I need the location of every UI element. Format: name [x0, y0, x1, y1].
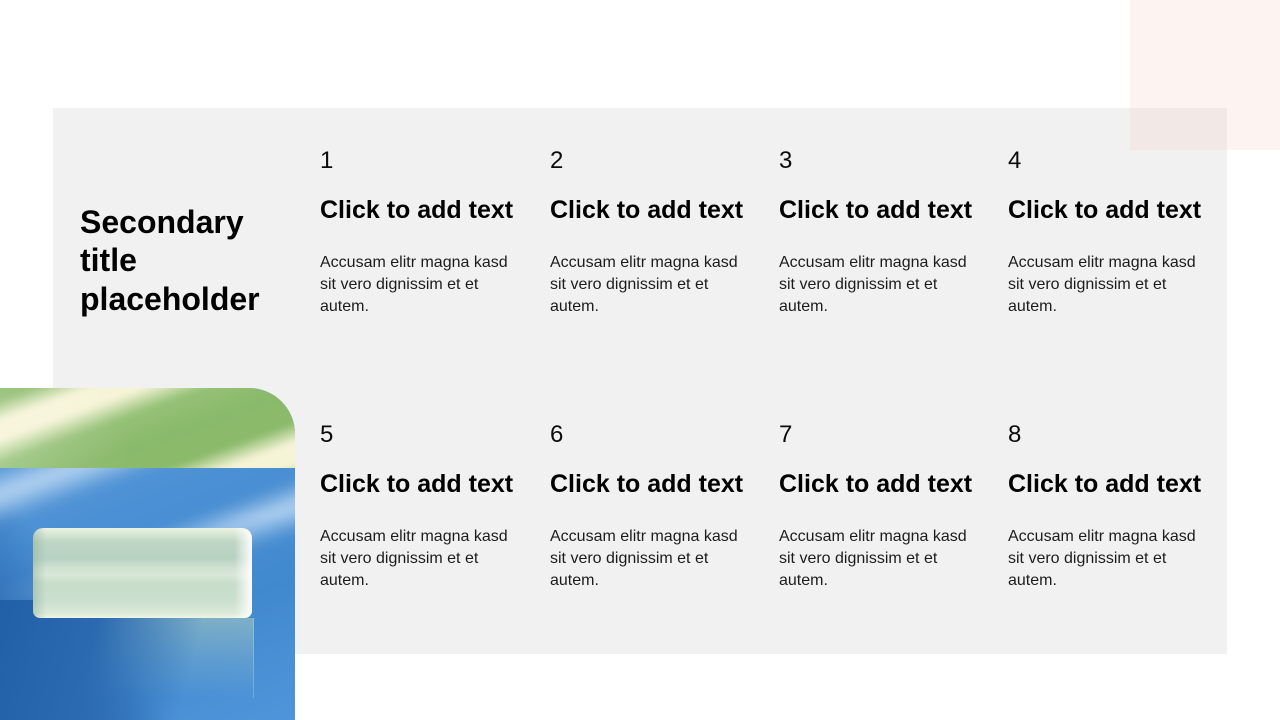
item-body-placeholder[interactable]: Accusam elitr magna kasd sit vero dignissim et et autem.	[320, 528, 508, 590]
item-body-placeholder[interactable]: Accusam elitr magna kasd sit vero dignissim et et autem.	[550, 254, 738, 315]
soap-bar	[33, 528, 252, 618]
item-card-7[interactable]	[779, 420, 984, 592]
item-card-4[interactable]	[1008, 146, 1209, 318]
item-card-1[interactable]	[320, 146, 525, 318]
item-number: 7	[779, 421, 793, 449]
item-body-placeholder[interactable]: Accusam elitr magna kasd sit vero dignissim et et autem.	[779, 254, 967, 315]
item-number: 8	[1008, 421, 1022, 449]
photo-leaf-band	[0, 388, 295, 468]
item-card-3[interactable]	[779, 146, 984, 318]
photo-shadow-wedge	[0, 600, 295, 720]
item-heading-placeholder[interactable]: Click to add text	[320, 470, 514, 499]
item-number: 1	[320, 147, 334, 174]
item-number: 5	[320, 421, 334, 449]
item-heading-placeholder[interactable]: Click to add text	[320, 196, 514, 224]
item-heading-placeholder[interactable]: Click to add text	[779, 196, 973, 224]
decorative-photo-soap-bar	[0, 388, 295, 720]
item-body-placeholder[interactable]: Accusam elitr magna kasd sit vero dignissim et et autem.	[320, 254, 508, 315]
item-card-5[interactable]	[320, 420, 525, 592]
item-body-placeholder[interactable]: Accusam elitr magna kasd sit vero dignissim et et autem.	[779, 528, 967, 590]
item-card-8[interactable]	[1008, 420, 1209, 592]
item-number: 2	[550, 147, 564, 174]
item-heading-placeholder[interactable]: Click to add text	[1008, 196, 1202, 224]
item-card-6[interactable]	[550, 420, 755, 592]
item-card-2[interactable]	[550, 146, 755, 318]
item-number: 6	[550, 421, 564, 449]
accent-rectangle	[1130, 0, 1280, 150]
item-body-placeholder[interactable]: Accusam elitr magna kasd sit vero dignissim et et autem.	[1008, 254, 1196, 315]
item-heading-placeholder[interactable]: Click to add text	[550, 196, 744, 224]
item-number: 3	[779, 147, 793, 174]
secondary-title-placeholder[interactable]: Secondary title placeholder	[80, 204, 260, 317]
item-heading-placeholder[interactable]: Click to add text	[779, 470, 973, 499]
item-body-placeholder[interactable]: Accusam elitr magna kasd sit vero dignissim et et autem.	[550, 528, 738, 590]
item-heading-placeholder[interactable]: Click to add text	[1008, 470, 1202, 499]
item-body-placeholder[interactable]: Accusam elitr magna kasd sit vero dignissim et et autem.	[1008, 528, 1196, 590]
item-heading-placeholder[interactable]: Click to add text	[550, 470, 744, 499]
item-number: 4	[1008, 147, 1022, 174]
